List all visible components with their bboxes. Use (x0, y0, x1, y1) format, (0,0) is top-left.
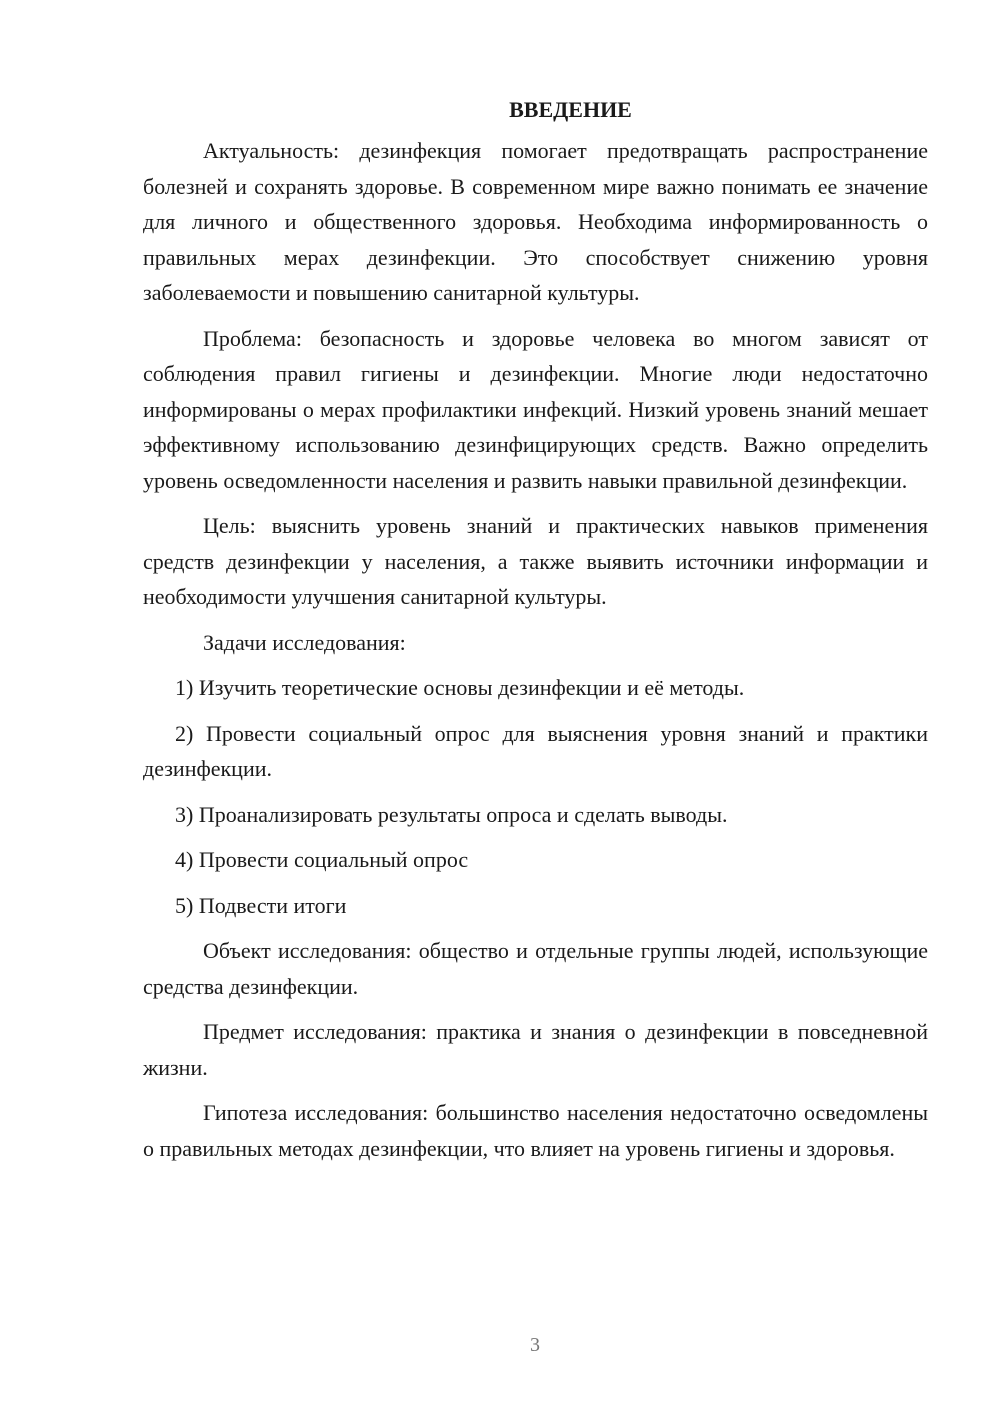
document-page (143, 94, 928, 1176)
section-title: ВВЕДЕНИЕ (509, 97, 632, 122)
paragraph-relevance: Актуальность: дезинфекция помогает предотвращать распространение болезней и сохранять здоровье. В современном мире важно понимать ее значение для личного и общественного здоровья. Необходима информированность о правильных мерах дезинфекции. Это способствует снижению уровня заболеваемости и повышению санитарной культуры. (143, 138, 928, 305)
paragraph-subject: Предмет исследования: практика и знания о дезинфекции в повседневной жизни. (143, 1019, 928, 1080)
task-item-4: 4) Провести социальный опрос (175, 847, 469, 872)
task-item-3: 3) Проанализировать результаты опроса и сделать выводы. (175, 801, 728, 827)
paragraph-hypothesis: Гипотеза исследования: большинство населения недостаточно осведомлены о правильных методах дезинфекции, что влияет на уровень гигиены и здоровья. (143, 1100, 928, 1161)
task-item-1: 1) Изучить теоретические основы дезинфекции и её методы. (175, 675, 745, 700)
paragraph-problem: Проблема: безопасность и здоровье человека во многом зависят от соблюдения правил гигиены и дезинфекции. Многие люди недостаточно информированы о мерах профилактики инфекций. Низкий уровень знаний мешает эффективному использованию дезинфицирующих средств. Важно определить уровень осведомленности населения и развить навыки правильной дезинфекции. (143, 325, 928, 493)
paragraph-tasks-heading: Задачи исследования: (203, 629, 406, 655)
page-number: 3 (530, 1334, 540, 1356)
paragraph-object: Объект исследования: общество и отдельные группы людей, использующие средства дезинфекции. (143, 938, 928, 999)
paragraph-goal: Цель: выяснить уровень знаний и практических навыков применения средств дезинфекции у населения, а также выявить источники информации и необходимости улучшения санитарной культуры. (143, 513, 928, 609)
task-item-2: 2) Провести социальный опрос для выяснения уровня знаний и практики дезинфекции. (143, 720, 928, 781)
task-item-5: 5) Подвести итоги (175, 892, 347, 918)
